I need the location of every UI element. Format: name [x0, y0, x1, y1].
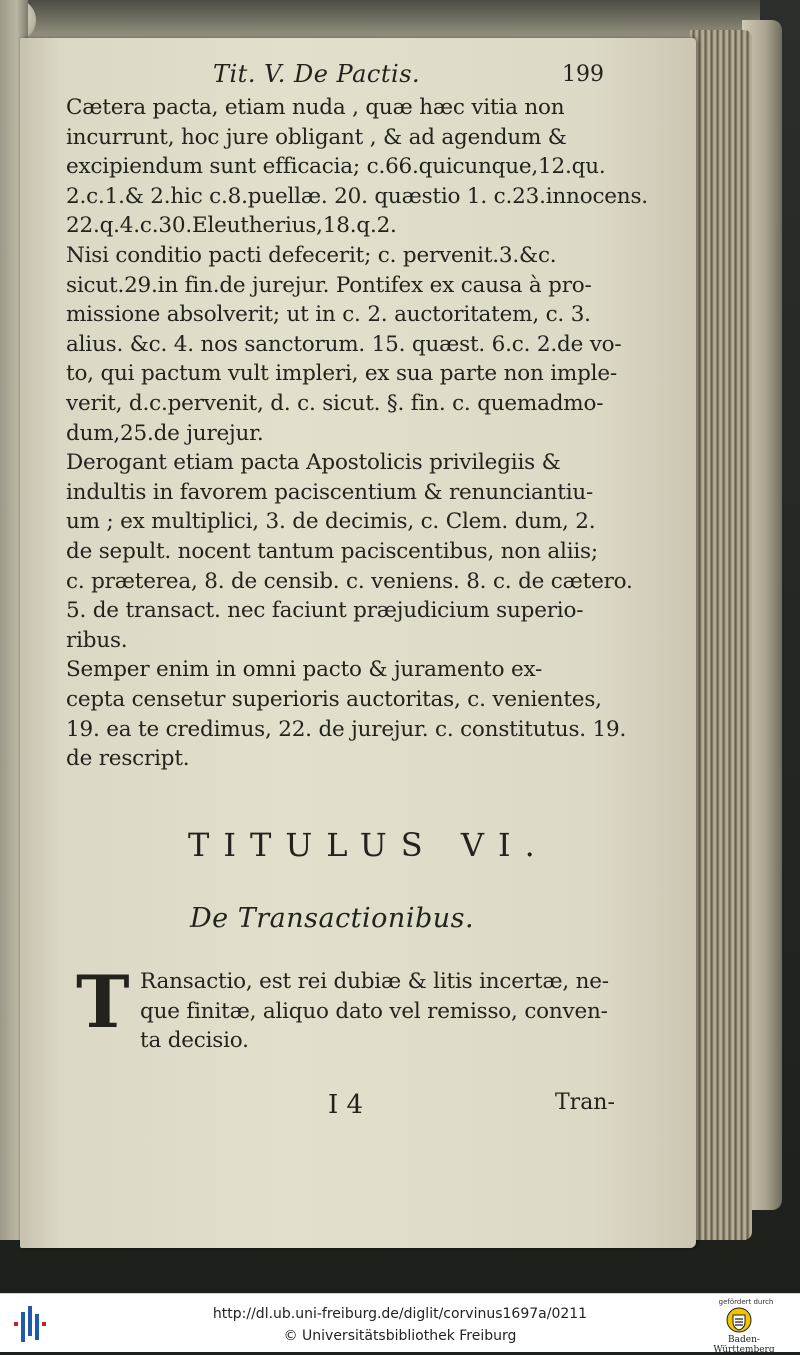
body-line: 5. de transact. nec faciunt præjudicium superio- [66, 598, 584, 624]
drop-cap: T [76, 959, 130, 1044]
section-paragraph-line: ta decisio. [140, 1028, 249, 1054]
permalink[interactable]: http://dl.ub.uni-freiburg.de/diglit/corvinus1697a/0211 [212, 1306, 588, 1322]
body-line: alius. &c. 4. nos sanctorum. 15. quæst. 6.c. 2.de vo- [66, 331, 622, 357]
body-line: Derogant etiam pacta Apostolicis privilegiis & [66, 450, 561, 476]
body-line: incurrunt, hoc jure obligant , & ad agendum & [66, 124, 567, 150]
copyright-notice: © Universitätsbibliothek Freiburg [283, 1328, 517, 1344]
section-paragraph-line: Ransactio, est rei dubiæ & litis incertæ, ne- [140, 969, 609, 994]
funder-label: Baden-Württemberg [713, 1335, 775, 1355]
body-line: 19. ea te credimus, 22. de jurejur. c. constitutus. 19. [66, 716, 627, 742]
page-number: 199 [562, 62, 604, 87]
body-line: cepta censetur superioris auctoritas, c. venientes, [66, 687, 602, 712]
funded-by-label: gefördert durch [718, 1298, 774, 1306]
catchword: Tran- [555, 1090, 615, 1115]
body-line: 22.q.4.c.30.Eleutherius,18.q.2. [66, 213, 397, 239]
body-line: excipiendum sunt efficacia; c.66.quicunque,12.qu. [66, 154, 606, 180]
page-stack-edge [690, 30, 752, 1240]
section-subtitle: De Transactionibus. [190, 903, 475, 934]
body-line: to, qui pactum vult impleri, ex sua parte non imple- [66, 361, 617, 387]
viewer-footer [0, 1293, 800, 1355]
baden-wuerttemberg-crest-icon [726, 1307, 752, 1333]
body-line: dum,25.de jurejur. [66, 420, 264, 446]
body-line: sicut.29.in fin.de jurejur. Pontifex ex causa à pro- [66, 272, 592, 298]
body-line: ribus. [66, 627, 128, 653]
body-line: Cætera pacta, etiam nuda , quæ hæc vitia non [66, 95, 565, 120]
running-title: Tit. V. De Pactis. [213, 60, 421, 88]
section-paragraph-line: que finitæ, aliquo dato vel remisso, conven- [140, 998, 608, 1024]
body-line: Nisi conditio pacti defecerit; c. pervenit.3.&c. [66, 243, 557, 268]
body-line: de sepult. nocent tantum paciscentibus, non aliis; [66, 539, 598, 564]
body-line: um ; ex multiplici, 3. de decimis, c. Clem. dum, 2. [66, 509, 596, 535]
body-line: missione absolverit; ut in c. 2. auctoritatem, c. 3. [66, 302, 591, 328]
body-line: c. præterea, 8. de censib. c. veniens. 8. c. de cætero. [66, 568, 633, 594]
body-line: indultis in favorem paciscentium & renunciantiu- [66, 479, 594, 505]
body-line: verit, d.c.pervenit, d. c. sicut. §. fin. c. quemadmo- [66, 391, 604, 416]
body-line: Semper enim in omni pacto & juramento ex- [66, 657, 543, 683]
section-title: TITULUS VI. [188, 826, 549, 864]
signature-mark: I 4 [328, 1090, 364, 1120]
body-line: de rescript. [66, 746, 190, 772]
body-line: 2.c.1.& 2.hic c.8.puellæ. 20. quæstio 1. c.23.innocens. [66, 183, 648, 209]
